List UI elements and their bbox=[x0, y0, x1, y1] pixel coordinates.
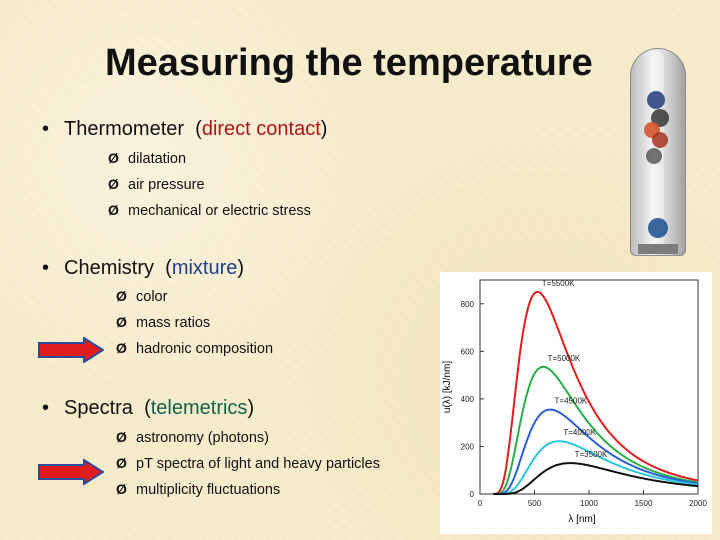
section-thermometer bbox=[42, 118, 327, 141]
paren-close: ) bbox=[237, 257, 245, 279]
section-chemistry bbox=[42, 257, 244, 280]
section-heading: Spectra bbox=[64, 397, 133, 419]
paren-close: ) bbox=[247, 397, 255, 419]
list-item bbox=[108, 202, 311, 219]
x-tick-label: 1000 bbox=[580, 499, 598, 508]
list-item-label: astronomy (photons) bbox=[136, 430, 269, 446]
list-item-label: pT spectra of light and heavy particles bbox=[136, 456, 380, 472]
y-tick-label: 0 bbox=[469, 490, 474, 499]
series-label: T=3500K bbox=[574, 450, 608, 460]
sub-bullet-icon: Ø bbox=[116, 314, 127, 330]
bullet-dot: • bbox=[42, 397, 50, 419]
sub-bullet-icon: Ø bbox=[116, 481, 127, 497]
x-axis-label: λ [nm] bbox=[568, 514, 596, 525]
x-tick-label: 500 bbox=[527, 499, 542, 508]
x-tick-label: 2000 bbox=[689, 499, 707, 508]
paren-open: ( bbox=[144, 397, 151, 419]
list-item-label: color bbox=[136, 289, 168, 305]
y-tick-label: 800 bbox=[460, 299, 474, 309]
slide-title: Measuring the temperature bbox=[105, 42, 593, 84]
list-item bbox=[116, 340, 273, 357]
list-item bbox=[116, 455, 380, 472]
bullet-dot: • bbox=[42, 118, 50, 140]
thermometer-bulbs-icon bbox=[630, 48, 686, 256]
section-qualifier: telemetrics bbox=[150, 397, 248, 419]
highlight-arrow-icon bbox=[38, 459, 104, 485]
x-tick-label: 0 bbox=[477, 499, 483, 508]
list-item-label: air pressure bbox=[128, 177, 205, 193]
y-tick-label: 200 bbox=[460, 442, 474, 452]
list-item bbox=[116, 429, 269, 446]
paren-open: ( bbox=[165, 257, 172, 279]
section-qualifier: direct contact bbox=[201, 118, 321, 140]
bullet-dot: • bbox=[42, 257, 50, 279]
section-spectra bbox=[42, 397, 254, 420]
y-tick-label: 400 bbox=[460, 394, 474, 404]
sub-bullet-icon: Ø bbox=[116, 340, 127, 356]
paren-open: ( bbox=[195, 118, 202, 140]
section-heading: Thermometer bbox=[64, 118, 185, 140]
list-item-label: mass ratios bbox=[136, 315, 211, 331]
list-item-label: multiplicity fluctuations bbox=[136, 482, 281, 498]
y-tick-label: 600 bbox=[460, 347, 474, 357]
list-item-label: mechanical or electric stress bbox=[128, 203, 311, 219]
sub-bullet-icon: Ø bbox=[116, 288, 127, 304]
x-tick-label: 1500 bbox=[634, 499, 653, 508]
list-item bbox=[116, 314, 210, 331]
list-item bbox=[116, 481, 280, 498]
paren-close: ) bbox=[320, 118, 328, 140]
sub-bullet-icon: Ø bbox=[108, 176, 119, 192]
sub-bullet-icon: Ø bbox=[116, 429, 127, 445]
sub-bullet-icon: Ø bbox=[108, 150, 119, 166]
series-label: T=4000K bbox=[563, 428, 597, 438]
section-heading: Chemistry bbox=[64, 257, 155, 279]
list-item bbox=[116, 288, 167, 305]
list-item-label: hadronic composition bbox=[136, 341, 274, 357]
series-label: T=5500K bbox=[541, 278, 575, 288]
y-axis-label: u(λ) [kJ/nm] bbox=[442, 360, 453, 414]
sub-bullet-icon: Ø bbox=[108, 202, 119, 218]
series-line bbox=[493, 292, 698, 494]
series-label: T=5000K bbox=[547, 353, 581, 363]
list-item bbox=[108, 150, 186, 167]
plot-area bbox=[461, 279, 708, 508]
list-item bbox=[108, 176, 205, 193]
section-qualifier: mixture bbox=[171, 257, 238, 279]
sub-bullet-icon: Ø bbox=[116, 455, 127, 471]
highlight-arrow-icon bbox=[38, 337, 104, 363]
series-label: T=4500K bbox=[554, 396, 588, 406]
list-item-label: dilatation bbox=[128, 151, 187, 167]
blackbody-spectrum-chart bbox=[440, 272, 712, 534]
galileo-thermometer-image bbox=[630, 48, 686, 256]
